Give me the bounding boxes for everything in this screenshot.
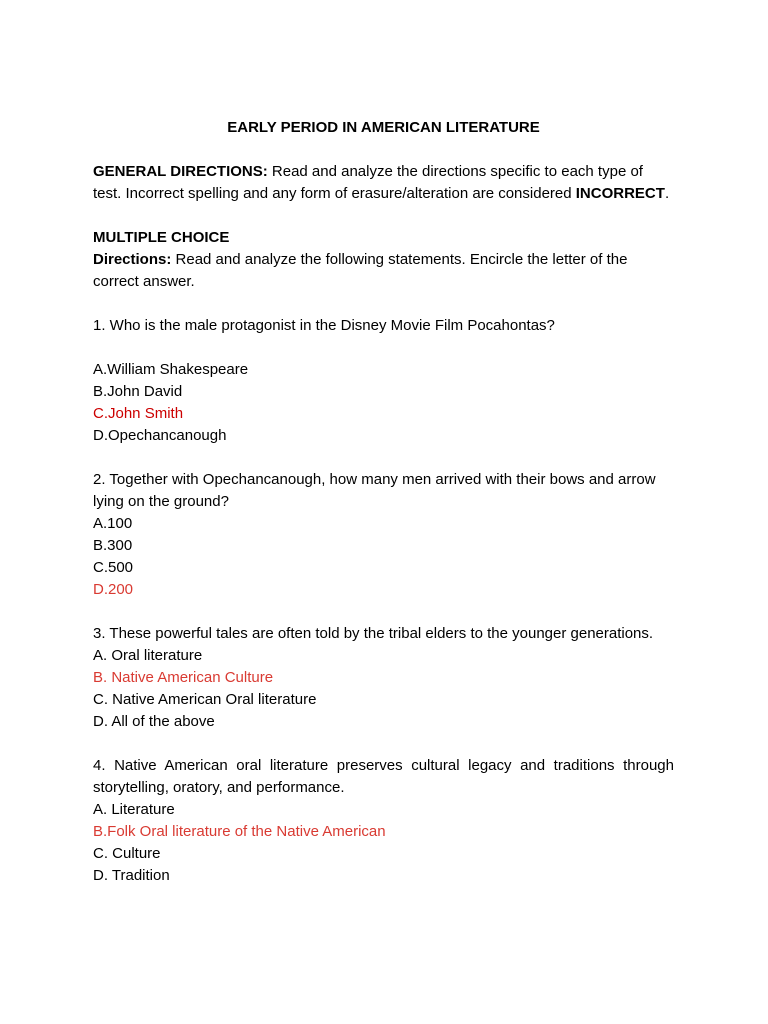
q2-option-d-answer: D.200 xyxy=(93,581,134,598)
spacer xyxy=(93,139,674,161)
q1-option-a: A.William Shakespeare xyxy=(93,361,249,378)
q1-option-d: D.Opechancanough xyxy=(93,427,227,444)
document-page xyxy=(93,117,674,887)
question-4: 4. Native American oral literature preserves cultural legacy and traditions through storytelling, oratory, and performance. xyxy=(93,757,674,796)
spacer xyxy=(93,447,674,469)
spacer xyxy=(93,205,674,227)
general-directions-end: . xyxy=(664,185,670,202)
q4-option-b-answer: B.Folk Oral literature of the Native American xyxy=(93,823,386,840)
question-3: 3. These powerful tales are often told by the tribal elders to the younger generations. xyxy=(93,625,654,642)
spacer xyxy=(93,601,674,623)
question-1: 1. Who is the male protagonist in the Disney Movie Film Pocahontas? xyxy=(93,317,555,334)
mc-directions-label: Directions: xyxy=(93,251,172,268)
general-directions-text: Read and analyze the directions specific to each type of test. Incorrect spelling and any form of erasure/alteration are considered xyxy=(93,163,643,202)
q2-option-a: A.100 xyxy=(93,515,133,532)
q4-option-c: C. Culture xyxy=(93,845,161,862)
q3-option-a: A. Oral literature xyxy=(93,647,203,664)
general-directions xyxy=(93,161,674,205)
q2-option-c: C.500 xyxy=(93,559,134,576)
spacer xyxy=(93,733,674,755)
q3-option-b-answer: B. Native American Culture xyxy=(93,669,274,686)
general-directions-emphasis: INCORRECT xyxy=(575,185,665,202)
q4-option-d: D. Tradition xyxy=(93,867,170,884)
general-directions-label: GENERAL DIRECTIONS: xyxy=(93,163,268,180)
q4-option-a: A. Literature xyxy=(93,801,175,818)
spacer xyxy=(93,293,674,315)
spacer xyxy=(93,337,674,359)
q1-option-b: B.John David xyxy=(93,383,183,400)
section-heading: MULTIPLE CHOICE xyxy=(93,229,230,246)
q3-option-d: D. All of the above xyxy=(93,713,215,730)
q2-option-b: B.300 xyxy=(93,537,133,554)
question-2: 2. Together with Opechancanough, how many men arrived with their bows and arrow lying on the ground? xyxy=(93,471,656,510)
mc-directions xyxy=(93,249,674,293)
q1-option-c-answer: C.John Smith xyxy=(93,405,184,422)
page-title: EARLY PERIOD IN AMERICAN LITERATURE xyxy=(227,119,540,136)
mc-directions-text: Read and analyze the following statements. Encircle the letter of the correct answer. xyxy=(93,251,628,290)
q3-option-c: C. Native American Oral literature xyxy=(93,691,317,708)
